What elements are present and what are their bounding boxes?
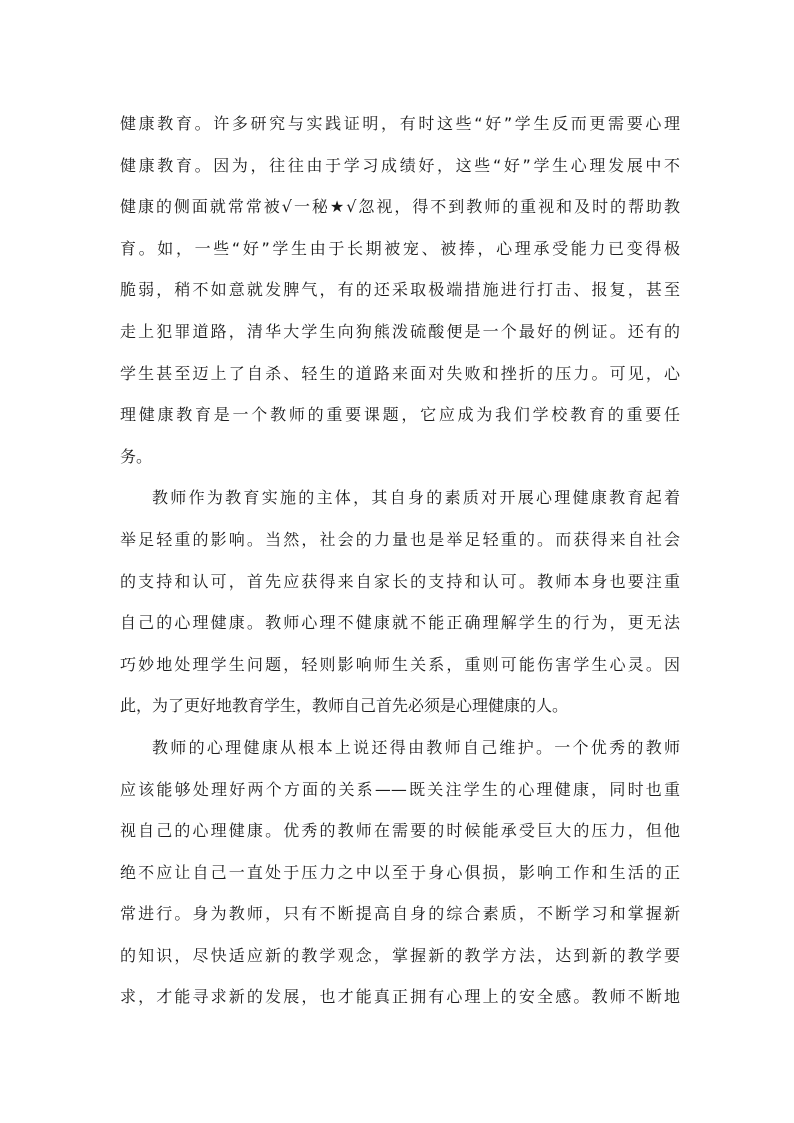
text-line: 健康教育。因为，往往由于学习成绩好，这些“好”学生心理发展中不 <box>120 155 680 175</box>
text-line: 此，为了更好地教育学生，教师自己首先必须是心理健康的人。 <box>120 696 569 716</box>
text-line: 育。如，一些“好”学生由于长期被宠、被捧，心理承受能力已变得极 <box>120 238 680 258</box>
text-line: 的支持和认可，首先应获得来自家长的支持和认可。教师本身也要注重 <box>120 571 680 591</box>
paragraph-1 <box>120 103 680 477</box>
text-line: 脆弱，稍不如意就发脾气，有的还采取极端措施进行打击、报复，甚至 <box>120 280 680 300</box>
text-line: 应该能够处理好两个方面的关系——既关注学生的心理健康，同时也重 <box>120 779 680 799</box>
text-line: 巧妙地处理学生问题，轻则影响师生关系，重则可能伤害学生心灵。因 <box>120 654 680 674</box>
text-line: 走上犯罪道路，清华大学生向狗熊泼硫酸便是一个最好的例证。还有的 <box>120 321 680 341</box>
text-line: 求，才能寻求新的发展，也才能真正拥有心理上的安全感。教师不断地 <box>120 987 680 1007</box>
text-line: 举足轻重的影响。当然，社会的力量也是举足轻重的。而获得来自社会 <box>120 529 680 549</box>
text-line: 教师的心理健康从根本上说还得由教师自己维护。一个优秀的教师 <box>152 737 680 757</box>
text-line: 绝不应让自己一直处于压力之中以至于身心俱损，影响工作和生活的正 <box>120 862 680 882</box>
document-body <box>120 103 680 1018</box>
text-line: 视自己的心理健康。优秀的教师在需要的时候能承受巨大的压力，但他 <box>120 821 680 841</box>
paragraph-3 <box>120 727 680 1018</box>
text-line: 理健康教育是一个教师的重要课题，它应成为我们学校教育的重要任 <box>120 405 680 425</box>
text-line: 健康教育。许多研究与实践证明，有时这些“好”学生反而更需要心理 <box>120 114 680 133</box>
text-line: 的知识，尽快适应新的教学观念，掌握新的教学方法，达到新的教学要 <box>120 945 680 965</box>
text-line: 健康的侧面就常常被√一秘★√忽视，得不到教师的重视和及时的帮助教 <box>120 197 680 217</box>
text-line: 教师作为教育实施的主体，其自身的素质对开展心理健康教育起着 <box>152 488 680 508</box>
text-line: 务。 <box>120 446 153 466</box>
text-line: 常进行。身为教师，只有不断提高自身的综合素质，不断学习和掌握新 <box>120 904 680 924</box>
paragraph-2 <box>120 477 680 727</box>
text-line: 学生甚至迈上了自杀、轻生的道路来面对失败和挫折的压力。可见，心 <box>120 363 680 383</box>
text-line: 自己的心理健康。教师心理不健康就不能正确理解学生的行为，更无法 <box>120 613 680 633</box>
